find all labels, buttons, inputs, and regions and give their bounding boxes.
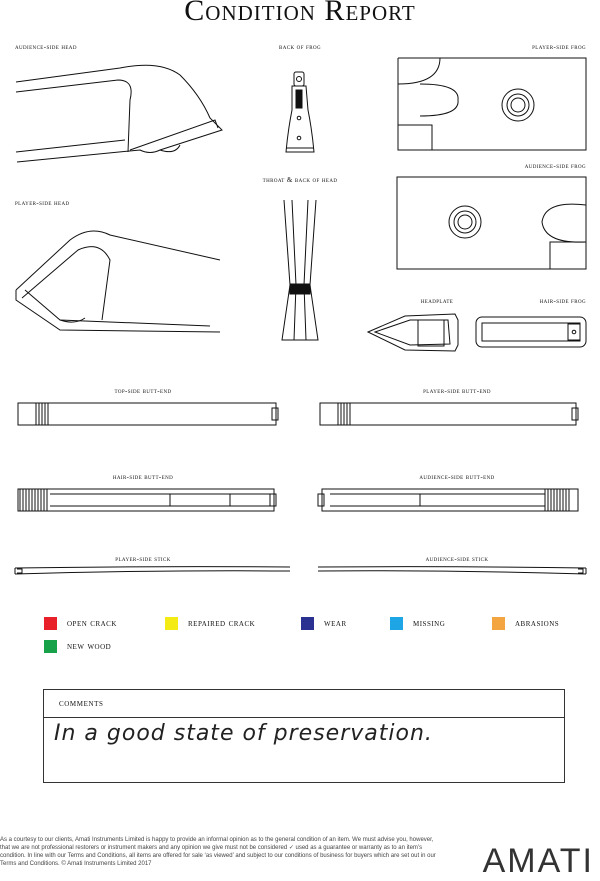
label-audience-side-stick: audience-side stick bbox=[425, 555, 489, 563]
label-player-side-head: player-side head bbox=[15, 199, 70, 207]
headplate-drawing bbox=[368, 314, 458, 351]
hair-side-butt-end-drawing bbox=[18, 489, 276, 511]
comments-box bbox=[43, 689, 565, 783]
swatch-icon bbox=[44, 640, 57, 653]
legend-new-wood bbox=[44, 640, 111, 653]
swatch-icon bbox=[301, 617, 314, 630]
label-hair-side-butt-end: hair-side butt-end bbox=[112, 473, 174, 481]
label-audience-side-frog: audience-side frog bbox=[524, 162, 586, 170]
label-hair-side-frog: hair-side frog bbox=[539, 297, 586, 305]
audience-side-stick-drawing bbox=[318, 567, 586, 574]
label-audience-side-head: audience-side head bbox=[15, 43, 77, 51]
swatch-icon bbox=[44, 617, 57, 630]
label-player-side-frog: player-side frog bbox=[532, 43, 586, 51]
audience-side-head-drawing bbox=[16, 65, 222, 162]
comments-heading: comments bbox=[44, 690, 564, 718]
disclaimer-text: As a courtesy to our clients, Amati Instruments Limited is happy to provide an informal opinion as to the general condition of an item. We must advise you, however, that we are not professional restorers or instrument makers and any opinion we give must not be considered ✓ used as a guarantee or warranty as to an item’s condition. In line with our Terms and Conditions, all items are offered for sale ‘as viewed’ and subject to our conditions of business for buyers which are set out in our Terms and Conditions. © Amati Instruments Limited 2017 bbox=[0, 837, 436, 867]
comments-text: In a good state of preservation. bbox=[54, 721, 433, 746]
legend-label: missing bbox=[413, 618, 446, 629]
audience-side-butt-end-drawing bbox=[318, 489, 578, 511]
player-side-stick-drawing bbox=[15, 567, 290, 574]
label-audience-side-butt-end: audience-side butt-end bbox=[419, 473, 495, 481]
legend-missing bbox=[390, 617, 445, 630]
legend-repaired-crack bbox=[165, 617, 255, 630]
label-headplate: headplate bbox=[420, 297, 454, 305]
swatch-icon bbox=[492, 617, 505, 630]
amati-logo: AMATI bbox=[482, 842, 594, 880]
label-top-side-butt-end: top-side butt-end bbox=[114, 387, 172, 395]
label-throat-back-of-head: throat & back of head bbox=[262, 176, 338, 184]
legend-label: open crack bbox=[67, 618, 117, 629]
player-side-head-drawing bbox=[16, 231, 220, 332]
legend-abrasions bbox=[492, 617, 559, 630]
back-of-frog-drawing bbox=[286, 72, 314, 152]
throat-back-of-head-drawing bbox=[282, 200, 318, 340]
swatch-icon bbox=[390, 617, 403, 630]
label-player-side-stick: player-side stick bbox=[115, 555, 171, 563]
label-back-of-frog: back of frog bbox=[279, 43, 321, 51]
legend-label: repaired crack bbox=[188, 618, 256, 629]
audience-side-frog-drawing bbox=[397, 177, 586, 269]
legend-open-crack bbox=[44, 617, 117, 630]
label-player-side-butt-end: player-side butt-end bbox=[423, 387, 491, 395]
top-side-butt-end-drawing bbox=[18, 403, 278, 425]
player-side-frog-drawing bbox=[398, 58, 586, 150]
page-title: Condition Report bbox=[184, 0, 416, 27]
legend-label: abrasions bbox=[515, 618, 560, 629]
swatch-icon bbox=[165, 617, 178, 630]
player-side-butt-end-drawing bbox=[320, 403, 578, 425]
legend-label: new wood bbox=[67, 641, 112, 652]
hair-side-frog-drawing bbox=[476, 317, 586, 347]
legend-wear bbox=[301, 617, 347, 630]
legend-label: wear bbox=[324, 618, 347, 629]
